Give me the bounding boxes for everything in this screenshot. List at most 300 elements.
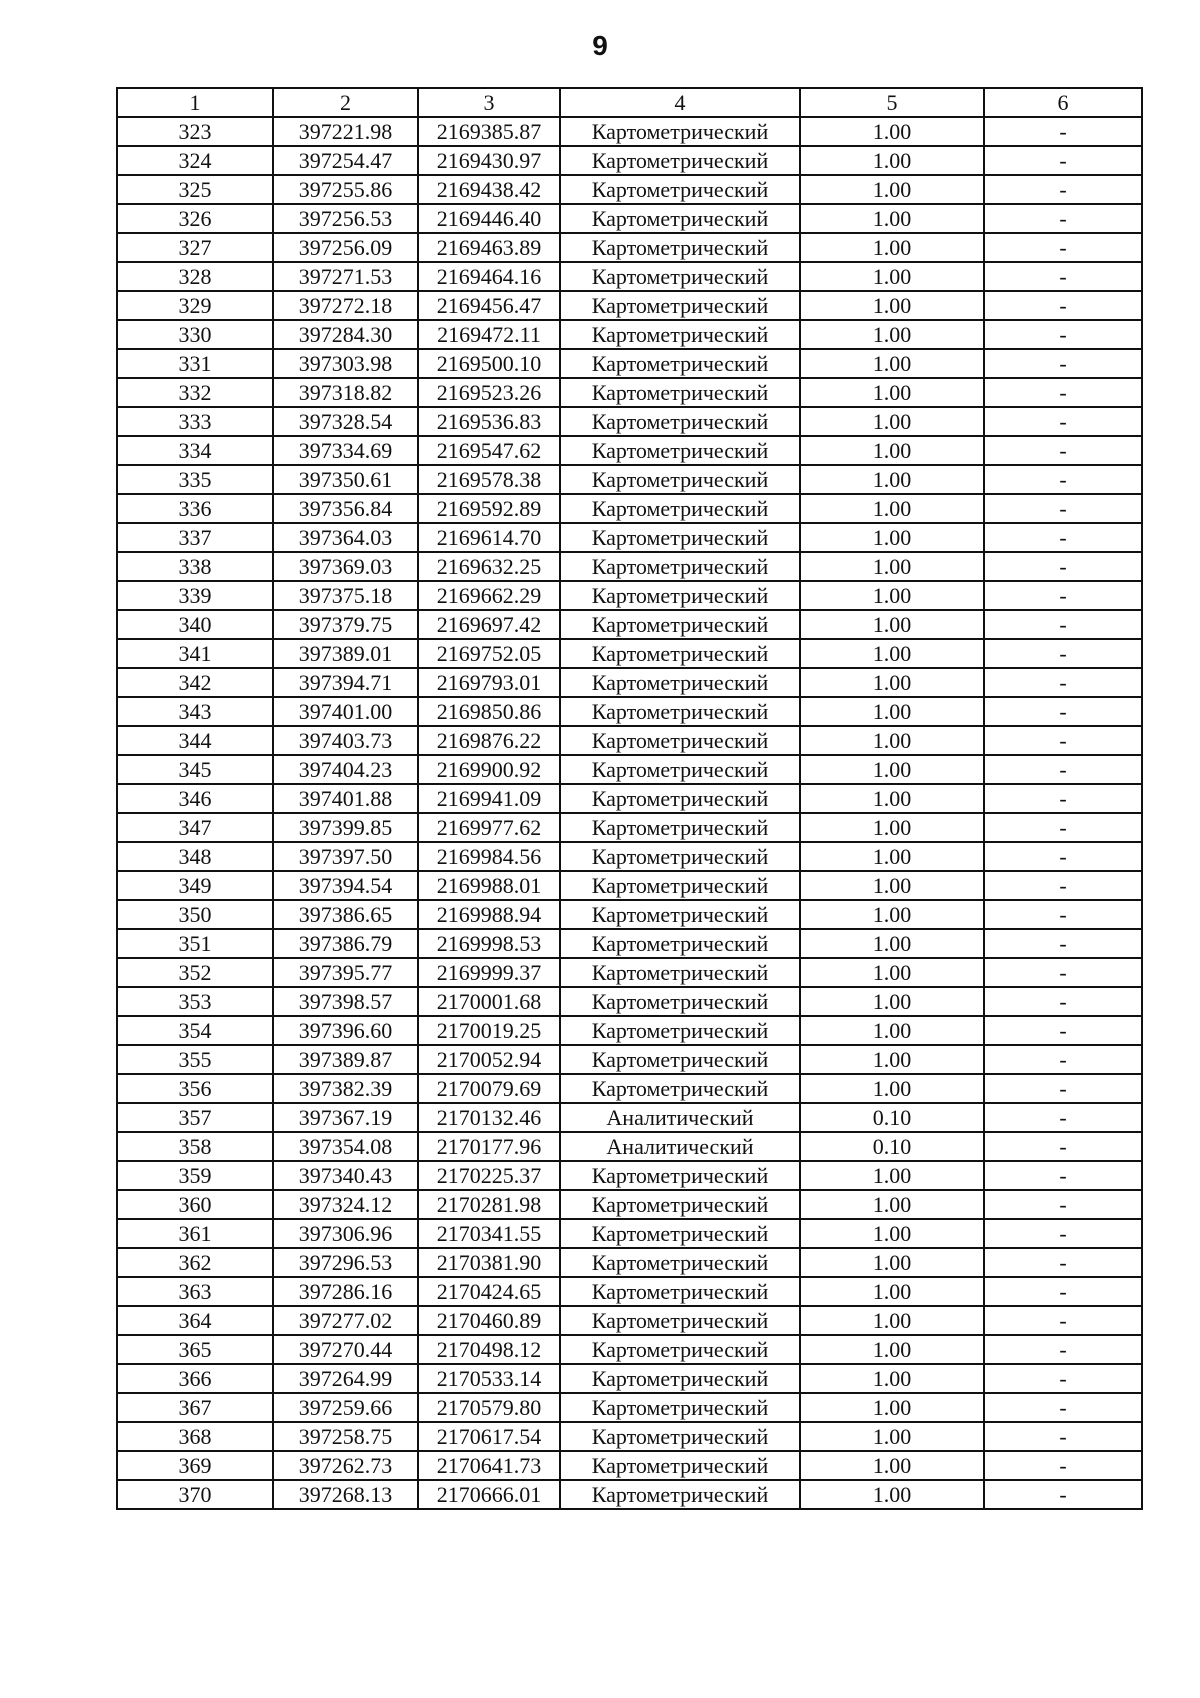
accuracy-cell: 1.00 [800,117,984,146]
method-cell: Картометрический [560,697,800,726]
table-row [117,552,1142,581]
x-coordinate-cell: 397397.50 [273,842,418,871]
page-number: 9 [592,30,608,61]
method-cell: Картометрический [560,494,800,523]
table-row [117,581,1142,610]
x-coordinate-cell: 397221.98 [273,117,418,146]
point-number-cell: 324 [117,146,273,175]
table-row [117,610,1142,639]
point-number-cell: 333 [117,407,273,436]
y-coordinate-cell: 2169578.38 [418,465,560,494]
accuracy-cell: 1.00 [800,1277,984,1306]
point-number-cell: 345 [117,755,273,784]
y-coordinate-cell: 2170617.54 [418,1422,560,1451]
y-coordinate-cell: 2170132.46 [418,1103,560,1132]
accuracy-cell: 1.00 [800,784,984,813]
accuracy-cell: 1.00 [800,349,984,378]
description-cell: - [984,320,1142,349]
table-row [117,1045,1142,1074]
accuracy-cell: 1.00 [800,320,984,349]
description-cell: - [984,900,1142,929]
y-coordinate-cell: 2169464.16 [418,262,560,291]
point-number-cell: 325 [117,175,273,204]
accuracy-cell: 1.00 [800,1016,984,1045]
x-coordinate-cell: 397324.12 [273,1190,418,1219]
table-row [117,465,1142,494]
table-row [117,1393,1142,1422]
description-cell: - [984,436,1142,465]
point-number-cell: 350 [117,900,273,929]
header-col-4: 4 [560,88,800,117]
y-coordinate-cell: 2169850.86 [418,697,560,726]
table-row [117,117,1142,146]
point-number-cell: 340 [117,610,273,639]
point-number-cell: 339 [117,581,273,610]
table-row [117,871,1142,900]
table-row [117,436,1142,465]
description-cell: - [984,1016,1142,1045]
method-cell: Картометрический [560,523,800,552]
method-cell: Картометрический [560,639,800,668]
x-coordinate-cell: 397270.44 [273,1335,418,1364]
point-number-cell: 367 [117,1393,273,1422]
point-number-cell: 331 [117,349,273,378]
table-row [117,1422,1142,1451]
method-cell: Картометрический [560,1190,800,1219]
description-cell: - [984,1132,1142,1161]
table-row [117,813,1142,842]
y-coordinate-cell: 2170177.96 [418,1132,560,1161]
point-number-cell: 370 [117,1480,273,1509]
x-coordinate-cell: 397396.60 [273,1016,418,1045]
description-cell: - [984,1045,1142,1074]
accuracy-cell: 1.00 [800,929,984,958]
description-cell: - [984,146,1142,175]
y-coordinate-cell: 2169941.09 [418,784,560,813]
method-cell: Картометрический [560,668,800,697]
method-cell: Картометрический [560,378,800,407]
x-coordinate-cell: 397340.43 [273,1161,418,1190]
method-cell: Картометрический [560,1016,800,1045]
description-cell: - [984,233,1142,262]
accuracy-cell: 1.00 [800,1422,984,1451]
method-cell: Картометрический [560,929,800,958]
x-coordinate-cell: 397401.00 [273,697,418,726]
method-cell: Картометрический [560,1248,800,1277]
accuracy-cell: 1.00 [800,523,984,552]
accuracy-cell: 1.00 [800,958,984,987]
x-coordinate-cell: 397399.85 [273,813,418,842]
point-number-cell: 329 [117,291,273,320]
table-row [117,987,1142,1016]
x-coordinate-cell: 397389.01 [273,639,418,668]
accuracy-cell: 1.00 [800,175,984,204]
point-number-cell: 368 [117,1422,273,1451]
x-coordinate-cell: 397403.73 [273,726,418,755]
point-number-cell: 351 [117,929,273,958]
method-cell: Картометрический [560,1074,800,1103]
table-row [117,1277,1142,1306]
x-coordinate-cell: 397379.75 [273,610,418,639]
accuracy-cell: 1.00 [800,1190,984,1219]
description-cell: - [984,1335,1142,1364]
accuracy-cell: 0.10 [800,1132,984,1161]
x-coordinate-cell: 397404.23 [273,755,418,784]
description-cell: - [984,784,1142,813]
description-cell: - [984,1451,1142,1480]
x-coordinate-cell: 397382.39 [273,1074,418,1103]
table-row [117,755,1142,784]
point-number-cell: 327 [117,233,273,262]
description-cell: - [984,726,1142,755]
y-coordinate-cell: 2169662.29 [418,581,560,610]
description-cell: - [984,1074,1142,1103]
description-cell: - [984,871,1142,900]
description-cell: - [984,117,1142,146]
description-cell: - [984,581,1142,610]
y-coordinate-cell: 2170281.98 [418,1190,560,1219]
x-coordinate-cell: 397256.53 [273,204,418,233]
method-cell: Картометрический [560,1045,800,1074]
y-coordinate-cell: 2169438.42 [418,175,560,204]
x-coordinate-cell: 397284.30 [273,320,418,349]
point-number-cell: 353 [117,987,273,1016]
x-coordinate-cell: 397364.03 [273,523,418,552]
y-coordinate-cell: 2170533.14 [418,1364,560,1393]
description-cell: - [984,929,1142,958]
x-coordinate-cell: 397277.02 [273,1306,418,1335]
accuracy-cell: 1.00 [800,871,984,900]
description-cell: - [984,1480,1142,1509]
y-coordinate-cell: 2170225.37 [418,1161,560,1190]
description-cell: - [984,987,1142,1016]
description-cell: - [984,1248,1142,1277]
accuracy-cell: 1.00 [800,1161,984,1190]
point-number-cell: 356 [117,1074,273,1103]
x-coordinate-cell: 397398.57 [273,987,418,1016]
accuracy-cell: 1.00 [800,291,984,320]
method-cell: Картометрический [560,1277,800,1306]
y-coordinate-cell: 2169385.87 [418,117,560,146]
point-number-cell: 369 [117,1451,273,1480]
point-number-cell: 332 [117,378,273,407]
description-cell: - [984,523,1142,552]
description-cell: - [984,668,1142,697]
method-cell: Картометрический [560,987,800,1016]
method-cell: Картометрический [560,233,800,262]
point-number-cell: 354 [117,1016,273,1045]
table-row [117,668,1142,697]
x-coordinate-cell: 397303.98 [273,349,418,378]
method-cell: Аналитический [560,1132,800,1161]
point-number-cell: 358 [117,1132,273,1161]
description-cell: - [984,465,1142,494]
y-coordinate-cell: 2169999.37 [418,958,560,987]
x-coordinate-cell: 397389.87 [273,1045,418,1074]
method-cell: Картометрический [560,784,800,813]
x-coordinate-cell: 397262.73 [273,1451,418,1480]
table-row [117,842,1142,871]
y-coordinate-cell: 2169500.10 [418,349,560,378]
point-number-cell: 326 [117,204,273,233]
y-coordinate-cell: 2169752.05 [418,639,560,668]
x-coordinate-cell: 397354.08 [273,1132,418,1161]
point-number-cell: 349 [117,871,273,900]
x-coordinate-cell: 397356.84 [273,494,418,523]
accuracy-cell: 1.00 [800,1480,984,1509]
description-cell: - [984,1219,1142,1248]
method-cell: Картометрический [560,552,800,581]
description-cell: - [984,1103,1142,1132]
x-coordinate-cell: 397328.54 [273,407,418,436]
method-cell: Картометрический [560,175,800,204]
table-row [117,1248,1142,1277]
x-coordinate-cell: 397296.53 [273,1248,418,1277]
table-row [117,146,1142,175]
table-row [117,726,1142,755]
method-cell: Картометрический [560,407,800,436]
point-number-cell: 337 [117,523,273,552]
x-coordinate-cell: 397394.54 [273,871,418,900]
point-number-cell: 364 [117,1306,273,1335]
y-coordinate-cell: 2170079.69 [418,1074,560,1103]
point-number-cell: 357 [117,1103,273,1132]
header-col-5: 5 [800,88,984,117]
accuracy-cell: 1.00 [800,755,984,784]
point-number-cell: 346 [117,784,273,813]
y-coordinate-cell: 2170498.12 [418,1335,560,1364]
method-cell: Картометрический [560,436,800,465]
y-coordinate-cell: 2169430.97 [418,146,560,175]
x-coordinate-cell: 397318.82 [273,378,418,407]
table-row [117,291,1142,320]
description-cell: - [984,697,1142,726]
table-row [117,494,1142,523]
y-coordinate-cell: 2169463.89 [418,233,560,262]
y-coordinate-cell: 2169446.40 [418,204,560,233]
point-number-cell: 359 [117,1161,273,1190]
method-cell: Картометрический [560,1335,800,1364]
table-row [117,958,1142,987]
accuracy-cell: 1.00 [800,552,984,581]
method-cell: Картометрический [560,262,800,291]
method-cell: Картометрический [560,871,800,900]
x-coordinate-cell: 397386.79 [273,929,418,958]
y-coordinate-cell: 2169592.89 [418,494,560,523]
table-row [117,1103,1142,1132]
accuracy-cell: 1.00 [800,900,984,929]
accuracy-cell: 0.10 [800,1103,984,1132]
method-cell: Картометрический [560,146,800,175]
description-cell: - [984,175,1142,204]
point-number-cell: 360 [117,1190,273,1219]
accuracy-cell: 1.00 [800,726,984,755]
y-coordinate-cell: 2170341.55 [418,1219,560,1248]
point-number-cell: 344 [117,726,273,755]
x-coordinate-cell: 397394.71 [273,668,418,697]
y-coordinate-cell: 2169793.01 [418,668,560,697]
table-row [117,349,1142,378]
accuracy-cell: 1.00 [800,262,984,291]
x-coordinate-cell: 397256.09 [273,233,418,262]
table-row [117,929,1142,958]
point-number-cell: 343 [117,697,273,726]
header-col-6: 6 [984,88,1142,117]
table-row [117,320,1142,349]
x-coordinate-cell: 397255.86 [273,175,418,204]
description-cell: - [984,639,1142,668]
method-cell: Картометрический [560,117,800,146]
method-cell: Картометрический [560,842,800,871]
accuracy-cell: 1.00 [800,1045,984,1074]
point-number-cell: 348 [117,842,273,871]
point-number-cell: 330 [117,320,273,349]
table-body [117,117,1142,1509]
method-cell: Аналитический [560,1103,800,1132]
table-row [117,1074,1142,1103]
table-row [117,639,1142,668]
header-col-1: 1 [117,88,273,117]
y-coordinate-cell: 2170641.73 [418,1451,560,1480]
x-coordinate-cell: 397286.16 [273,1277,418,1306]
y-coordinate-cell: 2169547.62 [418,436,560,465]
x-coordinate-cell: 397395.77 [273,958,418,987]
x-coordinate-cell: 397272.18 [273,291,418,320]
description-cell: - [984,1306,1142,1335]
table-row [117,1190,1142,1219]
y-coordinate-cell: 2169472.11 [418,320,560,349]
point-number-cell: 328 [117,262,273,291]
description-cell: - [984,755,1142,784]
method-cell: Картометрический [560,204,800,233]
x-coordinate-cell: 397264.99 [273,1364,418,1393]
table-row [117,1219,1142,1248]
point-number-cell: 338 [117,552,273,581]
description-cell: - [984,1190,1142,1219]
accuracy-cell: 1.00 [800,610,984,639]
table-row [117,523,1142,552]
description-cell: - [984,1364,1142,1393]
y-coordinate-cell: 2169977.62 [418,813,560,842]
table-row [117,1016,1142,1045]
accuracy-cell: 1.00 [800,813,984,842]
method-cell: Картометрический [560,465,800,494]
y-coordinate-cell: 2169900.92 [418,755,560,784]
description-cell: - [984,262,1142,291]
x-coordinate-cell: 397350.61 [273,465,418,494]
method-cell: Картометрический [560,581,800,610]
x-coordinate-cell: 397254.47 [273,146,418,175]
point-number-cell: 361 [117,1219,273,1248]
table-row [117,175,1142,204]
point-number-cell: 342 [117,668,273,697]
table-row [117,204,1142,233]
method-cell: Картометрический [560,958,800,987]
y-coordinate-cell: 2170052.94 [418,1045,560,1074]
y-coordinate-cell: 2170460.89 [418,1306,560,1335]
y-coordinate-cell: 2169536.83 [418,407,560,436]
accuracy-cell: 1.00 [800,668,984,697]
point-number-cell: 336 [117,494,273,523]
header-col-3: 3 [418,88,560,117]
accuracy-cell: 1.00 [800,639,984,668]
table-row [117,697,1142,726]
point-number-cell: 352 [117,958,273,987]
description-cell: - [984,494,1142,523]
table-row [117,1480,1142,1509]
method-cell: Картометрический [560,813,800,842]
y-coordinate-cell: 2170666.01 [418,1480,560,1509]
y-coordinate-cell: 2169998.53 [418,929,560,958]
accuracy-cell: 1.00 [800,494,984,523]
accuracy-cell: 1.00 [800,465,984,494]
y-coordinate-cell: 2169988.94 [418,900,560,929]
method-cell: Картометрический [560,1161,800,1190]
description-cell: - [984,1277,1142,1306]
header-col-2: 2 [273,88,418,117]
accuracy-cell: 1.00 [800,987,984,1016]
accuracy-cell: 1.00 [800,1219,984,1248]
x-coordinate-cell: 397259.66 [273,1393,418,1422]
description-cell: - [984,204,1142,233]
method-cell: Картометрический [560,900,800,929]
x-coordinate-cell: 397268.13 [273,1480,418,1509]
method-cell: Картометрический [560,349,800,378]
point-number-cell: 335 [117,465,273,494]
y-coordinate-cell: 2169632.25 [418,552,560,581]
table-row [117,233,1142,262]
point-number-cell: 363 [117,1277,273,1306]
method-cell: Картометрический [560,320,800,349]
table-row [117,1364,1142,1393]
description-cell: - [984,813,1142,842]
y-coordinate-cell: 2170001.68 [418,987,560,1016]
method-cell: Картометрический [560,1451,800,1480]
method-cell: Картометрический [560,1480,800,1509]
x-coordinate-cell: 397258.75 [273,1422,418,1451]
method-cell: Картометрический [560,1364,800,1393]
y-coordinate-cell: 2170381.90 [418,1248,560,1277]
description-cell: - [984,1393,1142,1422]
method-cell: Картометрический [560,291,800,320]
table-row [117,1132,1142,1161]
description-cell: - [984,552,1142,581]
y-coordinate-cell: 2170579.80 [418,1393,560,1422]
y-coordinate-cell: 2169523.26 [418,378,560,407]
table-row [117,1335,1142,1364]
method-cell: Картометрический [560,1219,800,1248]
method-cell: Картометрический [560,726,800,755]
description-cell: - [984,1161,1142,1190]
description-cell: - [984,349,1142,378]
y-coordinate-cell: 2169984.56 [418,842,560,871]
description-cell: - [984,407,1142,436]
accuracy-cell: 1.00 [800,1306,984,1335]
accuracy-cell: 1.00 [800,1451,984,1480]
description-cell: - [984,842,1142,871]
accuracy-cell: 1.00 [800,581,984,610]
y-coordinate-cell: 2169614.70 [418,523,560,552]
x-coordinate-cell: 397375.18 [273,581,418,610]
y-coordinate-cell: 2169456.47 [418,291,560,320]
accuracy-cell: 1.00 [800,407,984,436]
table-row [117,1161,1142,1190]
method-cell: Картометрический [560,755,800,784]
accuracy-cell: 1.00 [800,1248,984,1277]
method-cell: Картометрический [560,1422,800,1451]
x-coordinate-cell: 397401.88 [273,784,418,813]
point-number-cell: 341 [117,639,273,668]
